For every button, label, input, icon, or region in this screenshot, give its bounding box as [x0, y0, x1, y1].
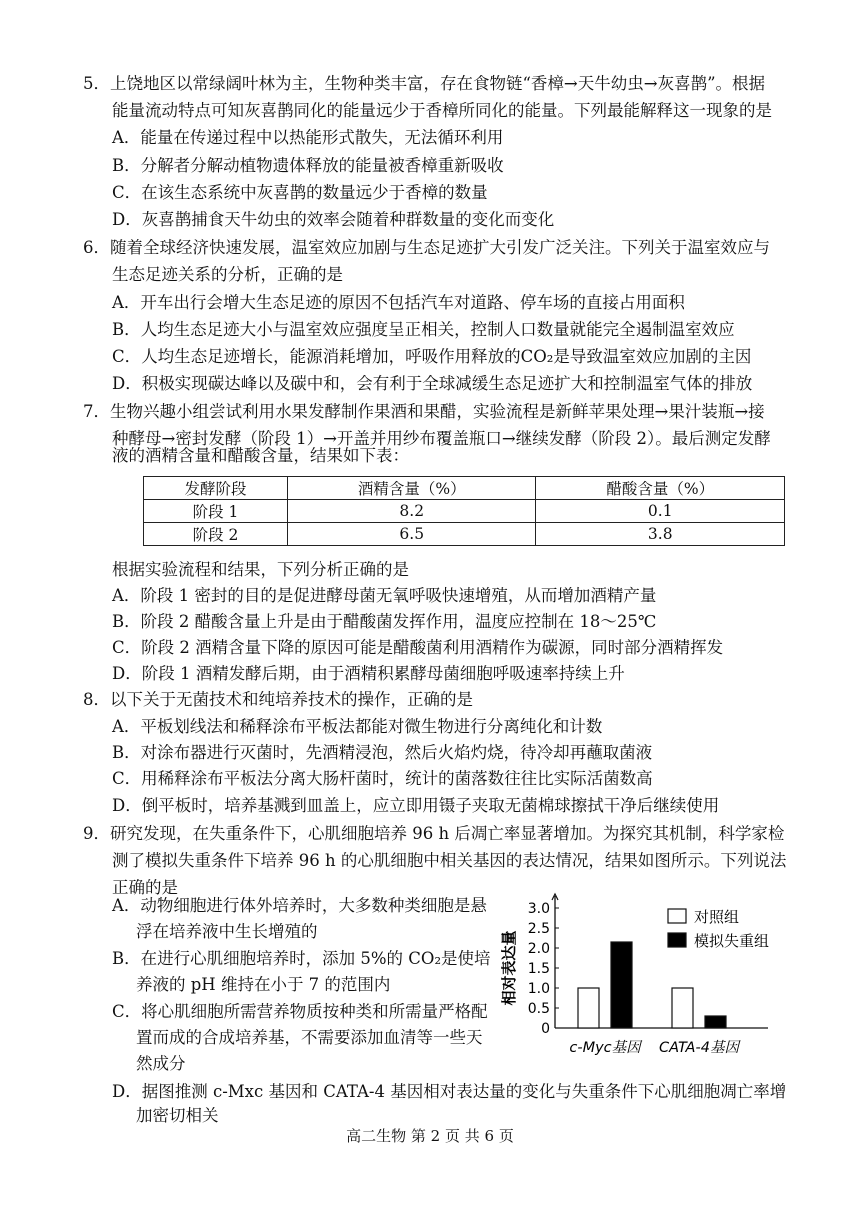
- table-cell: 阶段 1: [144, 500, 288, 523]
- bar-weightless-cata-4: [705, 1016, 726, 1028]
- q5-option-c: C．在该生态系统中灰喜鹊的数量远少于香樟的数量: [112, 183, 488, 202]
- page-footer: 高二生物 第 2 页 共 6 页: [346, 1127, 514, 1145]
- y-tick-label: 0.5: [527, 1001, 550, 1017]
- q5-stem-line1: 5．上饶地区以常绿阔叶林为主，生物种类丰富，存在食物链“香樟→天牛幼虫→灰喜鹊”。根据: [83, 74, 766, 93]
- q5-option-b: B．分解者分解动植物遗体释放的能量被香樟重新吸收: [112, 156, 504, 175]
- bar-weightless-c-myc: [611, 942, 632, 1028]
- table-row: [144, 500, 785, 523]
- y-tick-label: 2.0: [527, 941, 550, 957]
- q9-stem-line3: 正确的是: [112, 878, 178, 897]
- y-axis-label: 相对表达量: [500, 930, 518, 1006]
- table-cell: 8.2: [288, 500, 536, 523]
- q8-option-a: A．平板划线法和稀释涂布平板法都能对微生物进行分离纯化和计数: [112, 717, 603, 736]
- q9-option-d-line1: D．据图推测 c-Mxc 基因和 CATA-4 基因相对表达量的变化与失重条件下心肌细胞凋亡率增: [112, 1082, 787, 1101]
- table-header: 酒精含量（%）: [288, 477, 536, 500]
- q6-option-d: D．积极实现碳达峰以及碳中和，会有利于全球减缓生态足迹扩大和控制温室气体的排放: [112, 374, 753, 393]
- gene-expression-chart: [500, 888, 800, 1066]
- legend-label: 模拟失重组: [694, 932, 770, 950]
- q5-option-a: A．能量在传递过程中以热能形式散失，无法循环利用: [112, 128, 504, 147]
- table-header: 发酵阶段: [144, 477, 288, 500]
- q9-option-c-line1: C．将心肌细胞所需营养物质按种类和所需量严格配: [112, 1002, 488, 1021]
- q9-option-c-line3: 然成分: [136, 1054, 186, 1073]
- q7-stem-line3: 液的酒精含量和醋酸含量，结果如下表：: [112, 446, 409, 465]
- y-tick-label: 1.5: [527, 961, 550, 977]
- q9-stem-line1: 9．研究发现，在失重条件下，心肌细胞培养 96 h 后凋亡率显著增加。为探究其机制，科学家检: [83, 824, 785, 843]
- y-tick-label: 1.0: [527, 981, 550, 997]
- q7-stem-line1: 7．生物兴趣小组尝试利用水果发酵制作果酒和果醋，实验流程是新鲜苹果处理→果汁装瓶→接: [83, 402, 765, 421]
- q9-option-a-line2: 浮在培养液中生长增殖的: [136, 922, 318, 941]
- q7-option-b: B．阶段 2 醋酸含量上升是由于醋酸菌发挥作用，温度应控制在 18～25℃: [112, 612, 657, 631]
- q6-stem-line2: 生态足迹关系的分析，正确的是: [112, 265, 343, 284]
- table-cell: 6.5: [288, 523, 536, 546]
- table-cell: 0.1: [536, 500, 785, 523]
- q7-option-d: D．阶段 1 酒精发酵后期，由于酒精积累酵母菌细胞呼吸速率持续上升: [112, 664, 625, 683]
- legend-label: 对照组: [694, 908, 740, 926]
- q8-option-d: D．倒平板时，培养基溅到皿盖上，应立即用镊子夹取无菌棉球擦拭干净后继续使用: [112, 796, 720, 815]
- y-tick-label: 0: [541, 1021, 550, 1037]
- table-cell: 3.8: [536, 523, 785, 546]
- q7-after-table: 根据实验流程和结果，下列分析正确的是: [112, 560, 409, 579]
- q7-stem-line2: 种酵母→密封发酵（阶段 1）→开盖并用纱布覆盖瓶口→继续发酵（阶段 2）。最后测定发酵: [112, 429, 771, 448]
- bar-control-c-myc: [578, 988, 599, 1028]
- x-category-label: CATA-4基因: [659, 1040, 739, 1056]
- table-header: 醋酸含量（%）: [536, 477, 785, 500]
- q9-option-d-line2: 加密切相关: [136, 1106, 219, 1125]
- q9-stem-line2: 测了模拟失重条件下培养 96 h 的心肌细胞中相关基因的表达情况，结果如图所示。下列说法: [112, 851, 787, 870]
- q8-option-c: C．用稀释涂布平板法分离大肠杆菌时，统计的菌落数往往比实际活菌数高: [112, 769, 653, 788]
- x-category-label: c-Myc基因: [569, 1040, 641, 1056]
- q9-option-b-line1: B．在进行心肌细胞培养时，添加 5%的 CO₂是使培: [112, 949, 491, 968]
- y-tick-label: 3.0: [527, 901, 550, 917]
- q7-option-a: A．阶段 1 密封的目的是促进酵母菌无氧呼吸快速增殖，从而增加酒精产量: [112, 586, 657, 605]
- legend-swatch: [668, 909, 686, 923]
- q6-option-a: A．开车出行会增大生态足迹的原因不包括汽车对道路、停车场的直接占用面积: [112, 293, 685, 312]
- q6-stem-line1: 6．随着全球经济快速发展，温室效应加剧与生态足迹扩大引发广泛关注。下列关于温室效应与: [83, 238, 770, 257]
- q9-option-b-line2: 养液的 pH 维持在小于 7 的范围内: [136, 975, 391, 994]
- q5-option-d: D．灰喜鹊捕食天牛幼虫的效率会随着种群数量的变化而变化: [112, 210, 555, 229]
- q8-stem: 8．以下关于无菌技术和纯培养技术的操作，正确的是: [83, 690, 473, 709]
- bar-control-cata-4: [672, 988, 693, 1028]
- fermentation-table: [143, 476, 785, 546]
- q9-option-c-line2: 置而成的合成培养基，不需要添加血清等一些天: [136, 1028, 483, 1047]
- q9-option-a-line1: A．动物细胞进行体外培养时，大多数种类细胞是悬: [112, 896, 487, 915]
- legend-swatch: [668, 933, 686, 947]
- table-header-row: [144, 477, 785, 500]
- q8-option-b: B．对涂布器进行灭菌时，先酒精浸泡，然后火焰灼烧，待冷却再蘸取菌液: [112, 743, 653, 762]
- y-tick-label: 2.5: [527, 921, 550, 937]
- table-cell: 阶段 2: [144, 523, 288, 546]
- q7-option-c: C．阶段 2 酒精含量下降的原因可能是醋酸菌利用酒精作为碳源，同时部分酒精挥发: [112, 638, 724, 657]
- q6-option-b: B．人均生态足迹大小与温室效应强度呈正相关，控制人口数量就能完全遏制温室效应: [112, 320, 735, 339]
- q5-stem-line2: 能量流动特点可知灰喜鹊同化的能量远少于香樟所同化的能量。下列最能解释这一现象的是: [112, 101, 772, 120]
- table-row: [144, 523, 785, 546]
- q6-option-c: C．人均生态足迹增长，能源消耗增加，呼吸作用释放的CO₂是导致温室效应加剧的主因: [112, 347, 752, 366]
